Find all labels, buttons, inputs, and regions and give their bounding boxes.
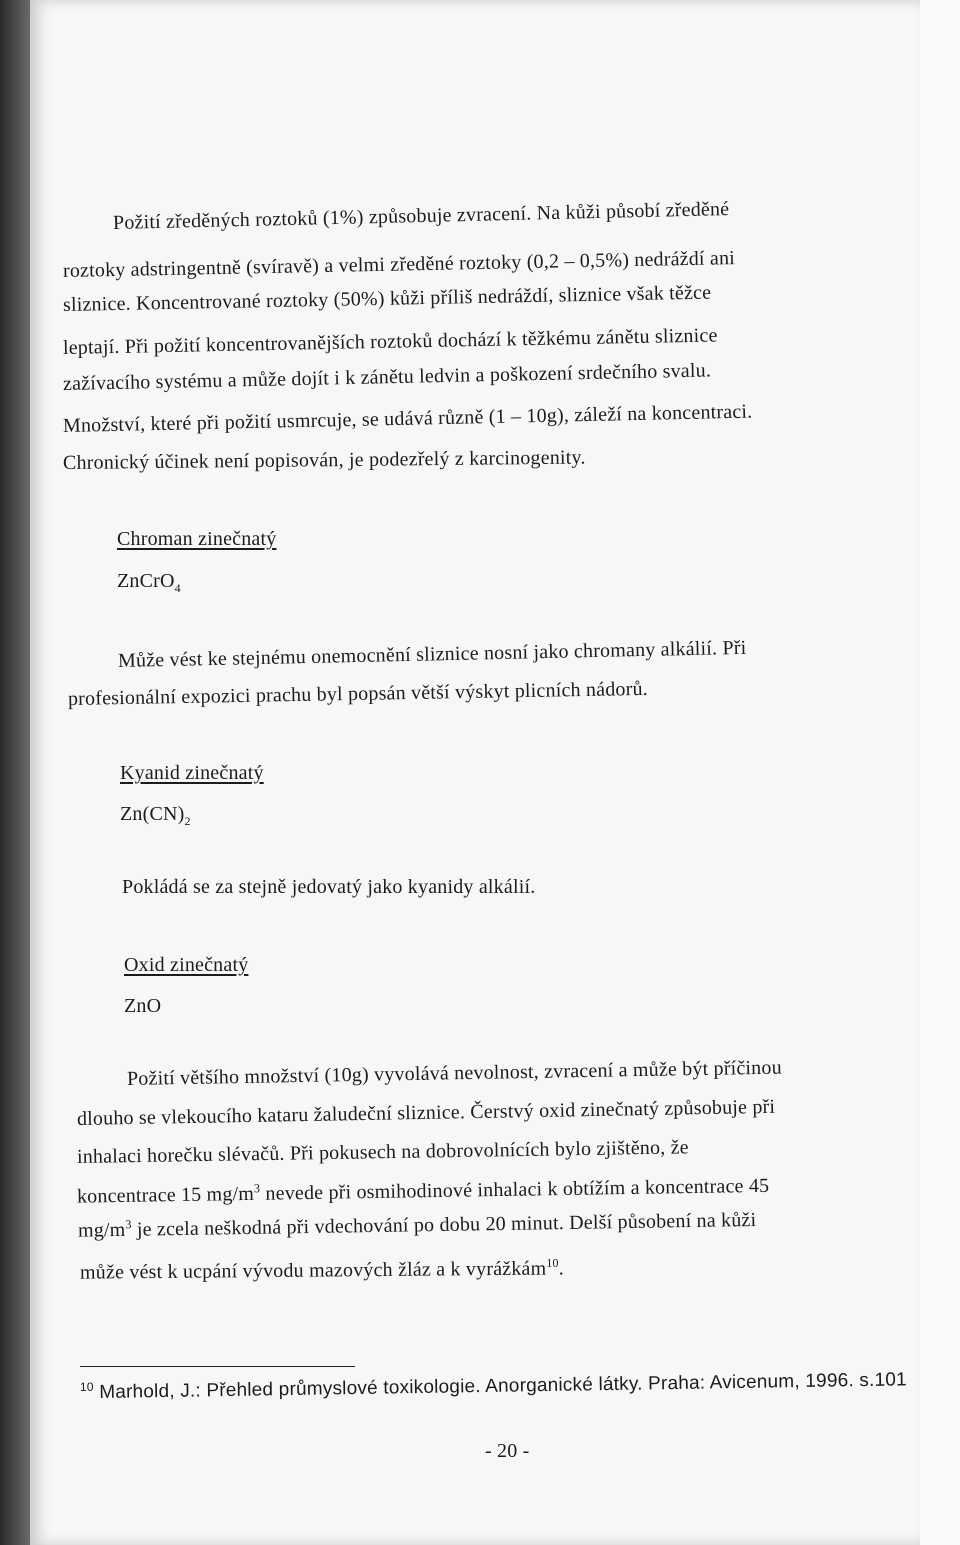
paragraph-1-line-2: roztoky adstringentně (svíravě) a velmi zředěné roztoky (0,2 – 0,5%) nedráždí ani xyxy=(62,247,736,282)
section-heading-oxide: Oxid zinečnatý xyxy=(124,954,249,976)
oxide-line-5-part-b: je zcela neškodná při vdechování po dobu 20 minut. Delší působení na kůži xyxy=(131,1209,757,1241)
section-heading-chromate: Chroman zinečnatý xyxy=(117,528,277,550)
oxide-line-5-part-a: mg/m xyxy=(77,1218,126,1242)
paragraph-1-line-5: zažívacího systému a může dojít i k zánětu ledvin a poškození srdečního svalu. xyxy=(62,359,712,395)
paragraph-1-line-7: Chronický účinek není popisován, je podezřelý z karcinogenity. xyxy=(62,446,586,474)
footnote-divider xyxy=(80,1366,355,1367)
oxide-line-6-part-b: . xyxy=(558,1257,565,1280)
oxide-line-6-part-a: může vést k ucpání vývodu mazových žláz a k vyrážkám xyxy=(79,1257,547,1284)
page-number: - 20 - xyxy=(485,1440,530,1462)
oxide-line-4-part-b: nevede při osmihodinové inhalaci k obtížím a koncentrace 45 xyxy=(260,1174,770,1205)
scan-left-shadow xyxy=(0,0,30,1545)
oxide-line-1: Požití většího množství (10g) vyvolává nevolnost, zvracení a může být příčinou xyxy=(126,1056,782,1090)
scan-right-edge xyxy=(920,0,960,1545)
footnote-marker: 10 xyxy=(79,1379,94,1394)
chromate-line-1: Může vést ke stejnému onemocnění sliznice nosní jako chromany alkálií. Při xyxy=(117,636,747,672)
formula-oxide: ZnO xyxy=(124,995,162,1017)
formula-cyanide-main: Zn(CN) xyxy=(120,803,185,825)
paragraph-1-line-6: Množství, které při požití usmrcuje, se udává různě (1 – 10g), záleží na koncentraci. xyxy=(62,400,753,437)
formula-chromate-subscript: 4 xyxy=(174,581,181,595)
oxide-line-6-superscript: 10 xyxy=(546,1255,559,1270)
section-heading-cyanide: Kyanid zinečnatý xyxy=(120,762,264,784)
chromate-line-2: profesionální expozici prachu byl popsán větší výskyt plicních nádorů. xyxy=(67,677,649,710)
formula-chromate xyxy=(117,570,181,596)
oxide-line-3: inhalaci horečku slévačů. Při pokusech na dobrovolnících bylo zjištěno, že xyxy=(76,1136,689,1168)
formula-chromate-main: ZnCrO xyxy=(117,570,175,592)
cyanide-line-1: Pokládá se za stejně jedovatý jako kyanidy alkálií. xyxy=(122,876,536,898)
oxide-line-5-superscript: 3 xyxy=(125,1217,132,1232)
footnote-text: Marhold, J.: Přehled průmyslové toxikologie. Anorganické látky. Praha: Avicenum, 1996. s.101 xyxy=(93,1369,907,1404)
paragraph-1-line-1: Požití zředěných roztoků (1%) způsobuje zvracení. Na kůži působí zředěné xyxy=(112,198,730,234)
oxide-line-6 xyxy=(80,1256,564,1285)
formula-cyanide-subscript: 2 xyxy=(184,814,191,828)
paragraph-1-line-3: sliznice. Koncentrované roztoky (50%) kůži příliš nedráždí, sliznice však těžce xyxy=(62,281,712,316)
oxide-line-4-part-a: koncentrace 15 mg/m xyxy=(76,1182,255,1208)
formula-cyanide xyxy=(120,803,191,829)
oxide-line-2: dlouho se vlekoucího kataru žaludeční sliznice. Čerstvý oxid zinečnatý způsobuje při xyxy=(76,1095,776,1130)
oxide-line-4-superscript: 3 xyxy=(253,1181,261,1196)
paragraph-1-line-4: leptají. Při požití koncentrovanějších roztoků dochází k těžkému zánětu sliznice xyxy=(62,324,718,359)
